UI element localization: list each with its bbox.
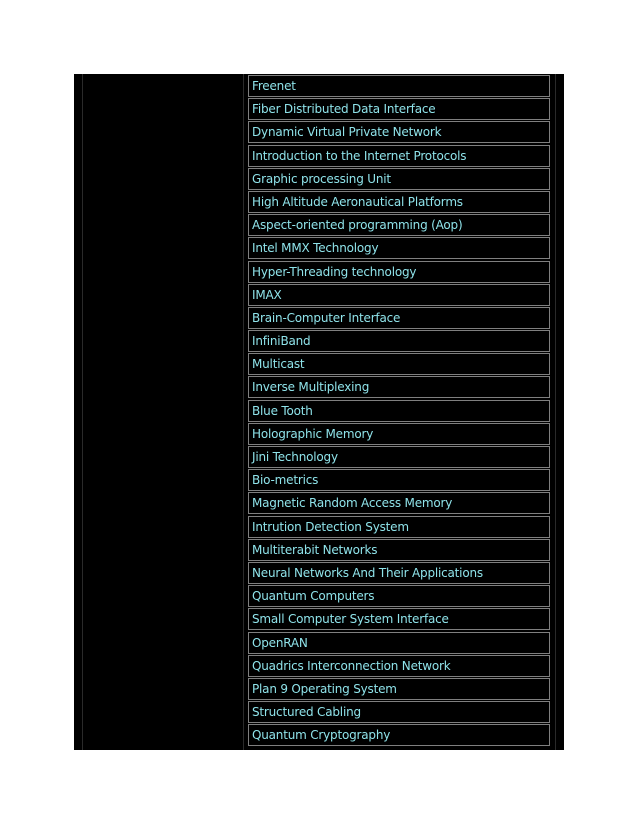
topic-link[interactable]: Bio-metrics (252, 473, 319, 488)
topic-link[interactable]: Multicast (252, 357, 305, 372)
topic-row (248, 284, 550, 306)
topic-row (248, 446, 550, 468)
topic-link[interactable]: Neural Networks And Their Applications (252, 565, 483, 580)
topic-link[interactable]: InfiniBand (252, 334, 311, 349)
topic-row (248, 423, 550, 445)
topic-row (248, 400, 550, 422)
topic-link[interactable]: Aspect-oriented programming (Aop) (252, 218, 463, 233)
topic-list (248, 75, 550, 747)
topic-link[interactable]: Intrution Detection System (252, 519, 409, 534)
empty-left-column (82, 74, 244, 750)
topic-link[interactable]: Blue Tooth (252, 403, 313, 418)
topic-link[interactable]: Intel MMX Technology (252, 241, 379, 256)
topic-link[interactable]: Jini Technology (252, 450, 338, 464)
topic-link[interactable]: Structured Cabling (252, 705, 361, 720)
topic-link[interactable]: IMAX (252, 287, 282, 302)
topic-row (248, 516, 550, 538)
topic-row (248, 492, 550, 514)
topic-link[interactable]: Brain-Computer Interface (252, 310, 401, 325)
topic-row (248, 261, 550, 283)
topic-link[interactable]: OpenRAN (252, 635, 308, 650)
topic-link[interactable]: Quantum Cryptography (252, 728, 391, 743)
topic-row (248, 608, 550, 630)
topics-table (74, 74, 564, 750)
topic-row (248, 145, 550, 167)
topic-row (248, 214, 550, 236)
topic-row (248, 98, 550, 120)
topic-link[interactable]: Holographic Memory (252, 426, 374, 441)
topic-link[interactable]: Dynamic Virtual Private Network (252, 125, 442, 140)
topic-link[interactable]: Magnetic Random Access Memory (252, 496, 453, 511)
topic-link[interactable]: Quadrics Interconnection Network (252, 658, 451, 673)
topic-link[interactable]: Fiber Distributed Data Interface (252, 102, 436, 117)
topic-link[interactable]: Inverse Multiplexing (252, 380, 370, 395)
topic-row (248, 307, 550, 329)
topic-row (248, 655, 550, 677)
topic-link[interactable]: Multiterabit Networks (252, 542, 378, 557)
topic-row (248, 724, 550, 746)
topic-row (248, 632, 550, 654)
topic-row (248, 168, 550, 190)
topic-row (248, 585, 550, 607)
topic-row (248, 353, 550, 375)
topic-row (248, 539, 550, 561)
topic-link[interactable]: Introduction to the Internet Protocols (252, 148, 467, 163)
topic-link[interactable]: Graphic processing Unit (252, 171, 391, 186)
topic-row (248, 121, 550, 143)
topic-row (248, 562, 550, 584)
topic-row (248, 469, 550, 491)
topic-link[interactable]: Quantum Computers (252, 589, 375, 604)
topic-link[interactable]: Plan 9 Operating System (252, 681, 397, 696)
topic-row (248, 678, 550, 700)
topic-row (248, 75, 550, 97)
topic-link[interactable]: Small Computer System Interface (252, 612, 449, 627)
topic-row (248, 237, 550, 259)
right-column-edge (555, 74, 556, 750)
topic-link[interactable]: Freenet (252, 79, 296, 93)
topic-row (248, 330, 550, 352)
topic-row (248, 191, 550, 213)
topic-link[interactable]: Hyper-Threading technology (252, 264, 417, 279)
topic-row (248, 701, 550, 723)
topic-row (248, 376, 550, 398)
topic-link[interactable]: High Altitude Aeronautical Platforms (252, 194, 463, 209)
